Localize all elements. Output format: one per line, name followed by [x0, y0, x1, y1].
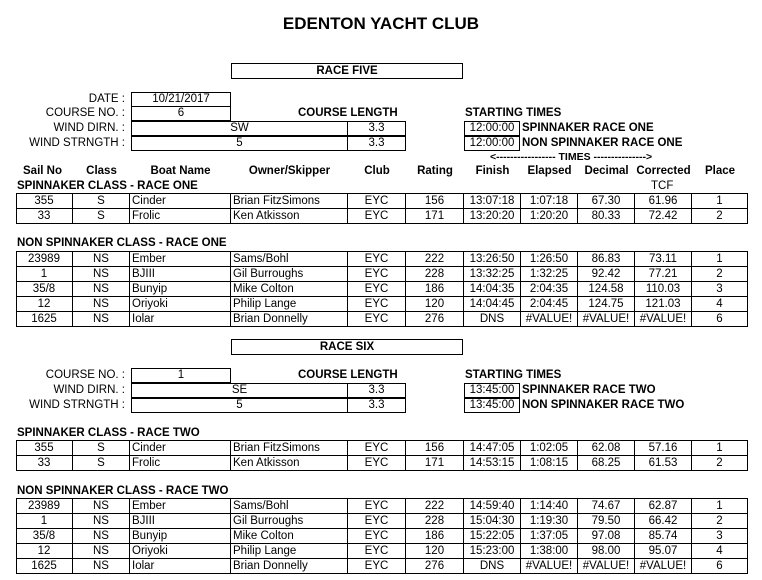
cell-elapsed: 1:20:20 — [521, 209, 578, 224]
cell-decimal: 98.00 — [578, 544, 635, 559]
cell-decimal: 67.30 — [578, 194, 635, 209]
cell-sail-no: 1 — [16, 514, 73, 529]
cell-finish: 14:47:05 — [464, 441, 521, 456]
cell-sail-no: 12 — [16, 297, 73, 312]
cell-sail-no: 35/8 — [16, 529, 73, 544]
table-row — [16, 455, 748, 471]
date-label: DATE : — [88, 93, 125, 105]
r6-starting-times-label: STARTING TIMES — [465, 369, 562, 381]
cell-rating: 276 — [406, 312, 464, 327]
table-row — [16, 193, 748, 208]
column-header-class: Class — [86, 165, 117, 177]
table-row — [16, 281, 748, 296]
start2-label: NON SPINNAKER RACE ONE — [522, 137, 683, 149]
table-row — [16, 513, 748, 528]
wind-strength-value: 5 — [131, 136, 348, 151]
cell-rating: 276 — [406, 559, 464, 574]
table-row — [16, 311, 748, 327]
cell-place: 1 — [692, 252, 748, 267]
cell-corrected: 61.53 — [635, 456, 692, 471]
cell-owner-skipper: Brian Donnelly — [231, 312, 348, 327]
cell-decimal: #VALUE! — [578, 312, 635, 327]
cell-elapsed: 1:26:50 — [521, 252, 578, 267]
table-row — [16, 498, 748, 513]
cell-finish: 14:04:35 — [464, 282, 521, 297]
course-no-value: 6 — [131, 106, 231, 121]
cell-club: EYC — [348, 456, 406, 471]
cell-corrected: #VALUE! — [635, 312, 692, 327]
cell-sail-no: 23989 — [16, 252, 73, 267]
cell-sail-no: 1625 — [16, 559, 73, 574]
r6-course-length-2: 3.3 — [347, 398, 406, 413]
cell-finish: 13:26:50 — [464, 252, 521, 267]
cell-owner-skipper: Brian Donnelly — [231, 559, 348, 574]
cell-owner-skipper: Sams/Bohl — [231, 499, 348, 514]
cell-corrected: 72.42 — [635, 209, 692, 224]
cell-club: EYC — [348, 252, 406, 267]
cell-class: NS — [73, 297, 130, 312]
cell-elapsed: 1:07:18 — [521, 194, 578, 209]
cell-owner-skipper: Brian FitzSimons — [231, 441, 348, 456]
course-length-2: 3.3 — [347, 136, 406, 151]
wind-dirn-label: WIND DIRN. : — [53, 122, 125, 134]
column-header-club: Club — [364, 165, 390, 177]
cell-class: S — [73, 441, 130, 456]
cell-class: NS — [73, 282, 130, 297]
cell-owner-skipper: Sams/Bohl — [231, 252, 348, 267]
cell-boat-name: Cinder — [130, 194, 231, 209]
cell-owner-skipper: Philip Lange — [231, 544, 348, 559]
cell-finish: 15:22:05 — [464, 529, 521, 544]
cell-rating: 156 — [406, 194, 464, 209]
cell-club: EYC — [348, 194, 406, 209]
cell-place: 6 — [692, 312, 748, 327]
course-length-label: COURSE LENGTH — [298, 107, 398, 119]
cell-decimal: 124.75 — [578, 297, 635, 312]
cell-class: NS — [73, 559, 130, 574]
table-row — [16, 440, 748, 455]
course-no-label: COURSE NO. : — [45, 107, 125, 119]
cell-rating: 228 — [406, 267, 464, 282]
cell-decimal: 92.42 — [578, 267, 635, 282]
cell-rating: 228 — [406, 514, 464, 529]
cell-place: 2 — [692, 209, 748, 224]
cell-boat-name: Bunyip — [130, 282, 231, 297]
table-row — [16, 266, 748, 281]
cell-corrected: 95.07 — [635, 544, 692, 559]
cell-club: EYC — [348, 544, 406, 559]
cell-class: S — [73, 209, 130, 224]
column-header-finish: Finish — [475, 165, 510, 177]
cell-rating: 120 — [406, 544, 464, 559]
cell-place: 4 — [692, 544, 748, 559]
cell-elapsed: #VALUE! — [521, 312, 578, 327]
cell-decimal: 124.58 — [578, 282, 635, 297]
cell-corrected: 61.96 — [635, 194, 692, 209]
cell-rating: 120 — [406, 297, 464, 312]
cell-place: 3 — [692, 529, 748, 544]
cell-club: EYC — [348, 529, 406, 544]
cell-rating: 171 — [406, 456, 464, 471]
cell-sail-no: 12 — [16, 544, 73, 559]
column-header-elapsed: Elapsed — [527, 165, 572, 177]
cell-boat-name: BJIII — [130, 514, 231, 529]
cell-finish: 13:20:20 — [464, 209, 521, 224]
cell-club: EYC — [348, 312, 406, 327]
race-six-title: RACE SIX — [231, 339, 463, 355]
r6-wind-strength-label: WIND STRNGTH : — [29, 399, 125, 411]
cell-corrected: 57.16 — [635, 441, 692, 456]
cell-owner-skipper: Ken Atkisson — [231, 456, 348, 471]
cell-sail-no: 355 — [16, 194, 73, 209]
cell-finish: 14:04:45 — [464, 297, 521, 312]
cell-finish: DNS — [464, 312, 521, 327]
times-banner: <----------------- TIMES ---------------> — [490, 151, 653, 163]
r6-wind-dirn-label: WIND DIRN. : — [53, 384, 125, 396]
club-title: EDENTON YACHT CLUB — [282, 14, 480, 33]
cell-rating: 156 — [406, 441, 464, 456]
cell-class: NS — [73, 252, 130, 267]
cell-decimal: 80.33 — [578, 209, 635, 224]
cell-decimal: #VALUE! — [578, 559, 635, 574]
cell-elapsed: 2:04:35 — [521, 282, 578, 297]
column-header-sail-no: Sail No — [23, 165, 62, 177]
cell-club: EYC — [348, 514, 406, 529]
cell-place: 1 — [692, 194, 748, 209]
cell-corrected: #VALUE! — [635, 559, 692, 574]
r6-course-no-label: COURSE NO. : — [45, 369, 125, 381]
race-two-nonspin-title: NON SPINNAKER CLASS - RACE TWO — [17, 485, 229, 497]
r6-course-length-1: 3.3 — [347, 383, 406, 398]
cell-decimal: 97.08 — [578, 529, 635, 544]
cell-rating: 171 — [406, 209, 464, 224]
r6-wind-dirn-value: SE — [131, 383, 348, 398]
cell-decimal: 62.08 — [578, 441, 635, 456]
wind-dirn-value: SW — [131, 121, 348, 136]
cell-class: S — [73, 194, 130, 209]
r6-start2-label: NON SPINNAKER RACE TWO — [522, 399, 685, 411]
table-row — [16, 208, 748, 224]
r6-course-length-label: COURSE LENGTH — [298, 369, 398, 381]
cell-place: 2 — [692, 514, 748, 529]
cell-owner-skipper: Ken Atkisson — [231, 209, 348, 224]
cell-decimal: 79.50 — [578, 514, 635, 529]
cell-elapsed: 1:14:40 — [521, 499, 578, 514]
cell-place: 4 — [692, 297, 748, 312]
cell-elapsed: #VALUE! — [521, 559, 578, 574]
cell-boat-name: Frolic — [130, 456, 231, 471]
cell-corrected: 62.87 — [635, 499, 692, 514]
cell-class: NS — [73, 544, 130, 559]
cell-finish: DNS — [464, 559, 521, 574]
cell-decimal: 86.83 — [578, 252, 635, 267]
cell-owner-skipper: Brian FitzSimons — [231, 194, 348, 209]
cell-owner-skipper: Mike Colton — [231, 282, 348, 297]
r6-start1-label: SPINNAKER RACE TWO — [522, 384, 656, 396]
table-row — [16, 528, 748, 543]
tcf-label: TCF — [651, 180, 674, 192]
start1-label: SPINNAKER RACE ONE — [522, 122, 654, 134]
race-one-nonspin-title: NON SPINNAKER CLASS - RACE ONE — [17, 237, 227, 249]
cell-boat-name: Iolar — [130, 312, 231, 327]
cell-rating: 222 — [406, 499, 464, 514]
column-header-rating: Rating — [417, 165, 453, 177]
starting-times-label: STARTING TIMES — [465, 107, 562, 119]
cell-boat-name: Oriyoki — [130, 297, 231, 312]
table-row — [16, 543, 748, 558]
cell-boat-name: Ember — [130, 499, 231, 514]
cell-elapsed: 1:08:15 — [521, 456, 578, 471]
column-header-decimal: Decimal — [584, 165, 629, 177]
date-value: 10/21/2017 — [131, 92, 231, 107]
cell-owner-skipper: Gil Burroughs — [231, 267, 348, 282]
cell-elapsed: 1:37:05 — [521, 529, 578, 544]
cell-finish: 15:04:30 — [464, 514, 521, 529]
cell-boat-name: BJIII — [130, 267, 231, 282]
race-one-spin-title: SPINNAKER CLASS - RACE ONE — [17, 180, 198, 192]
r6-start2-time: 13:45:00 — [464, 398, 520, 413]
cell-place: 6 — [692, 559, 748, 574]
cell-boat-name: Bunyip — [130, 529, 231, 544]
cell-owner-skipper: Philip Lange — [231, 297, 348, 312]
cell-sail-no: 1 — [16, 267, 73, 282]
cell-boat-name: Ember — [130, 252, 231, 267]
cell-corrected: 121.03 — [635, 297, 692, 312]
cell-class: NS — [73, 514, 130, 529]
cell-finish: 15:23:00 — [464, 544, 521, 559]
cell-elapsed: 1:32:25 — [521, 267, 578, 282]
cell-club: EYC — [348, 441, 406, 456]
cell-club: EYC — [348, 559, 406, 574]
cell-class: NS — [73, 529, 130, 544]
start2-time: 12:00:00 — [464, 136, 520, 151]
cell-sail-no: 23989 — [16, 499, 73, 514]
cell-finish: 13:07:18 — [464, 194, 521, 209]
cell-owner-skipper: Gil Burroughs — [231, 514, 348, 529]
cell-boat-name: Oriyoki — [130, 544, 231, 559]
cell-boat-name: Frolic — [130, 209, 231, 224]
cell-class: NS — [73, 499, 130, 514]
cell-boat-name: Cinder — [130, 441, 231, 456]
r6-wind-strength-value: 5 — [131, 398, 348, 413]
cell-corrected: 110.03 — [635, 282, 692, 297]
cell-club: EYC — [348, 499, 406, 514]
r6-course-no-value: 1 — [131, 368, 231, 383]
cell-sail-no: 33 — [16, 209, 73, 224]
cell-class: NS — [73, 267, 130, 282]
cell-rating: 186 — [406, 529, 464, 544]
cell-class: S — [73, 456, 130, 471]
cell-finish: 13:32:25 — [464, 267, 521, 282]
cell-place: 1 — [692, 441, 748, 456]
cell-sail-no: 355 — [16, 441, 73, 456]
cell-club: EYC — [348, 209, 406, 224]
course-length-1: 3.3 — [347, 121, 406, 136]
cell-owner-skipper: Mike Colton — [231, 529, 348, 544]
cell-corrected: 73.11 — [635, 252, 692, 267]
table-row — [16, 558, 748, 574]
cell-corrected: 66.42 — [635, 514, 692, 529]
cell-elapsed: 1:19:30 — [521, 514, 578, 529]
cell-sail-no: 1625 — [16, 312, 73, 327]
cell-club: EYC — [348, 297, 406, 312]
start1-time: 12:00:00 — [464, 121, 520, 136]
cell-club: EYC — [348, 267, 406, 282]
cell-club: EYC — [348, 282, 406, 297]
cell-decimal: 74.67 — [578, 499, 635, 514]
r6-start1-time: 13:45:00 — [464, 383, 520, 398]
wind-strength-label: WIND STRNGTH : — [29, 137, 125, 149]
cell-place: 3 — [692, 282, 748, 297]
race-two-spin-title: SPINNAKER CLASS - RACE TWO — [17, 427, 200, 439]
cell-boat-name: Iolar — [130, 559, 231, 574]
cell-elapsed: 2:04:45 — [521, 297, 578, 312]
cell-finish: 14:59:40 — [464, 499, 521, 514]
table-row — [16, 251, 748, 266]
column-header-place: Place — [704, 165, 736, 177]
cell-class: NS — [73, 312, 130, 327]
cell-corrected: 85.74 — [635, 529, 692, 544]
cell-place: 2 — [692, 267, 748, 282]
cell-decimal: 68.25 — [578, 456, 635, 471]
cell-elapsed: 1:38:00 — [521, 544, 578, 559]
column-header-corrected: Corrected — [636, 165, 691, 177]
table-row — [16, 296, 748, 311]
cell-rating: 222 — [406, 252, 464, 267]
cell-place: 1 — [692, 499, 748, 514]
cell-place: 2 — [692, 456, 748, 471]
cell-elapsed: 1:02:05 — [521, 441, 578, 456]
column-header-owner-skipper: Owner/Skipper — [248, 165, 331, 177]
cell-sail-no: 35/8 — [16, 282, 73, 297]
cell-rating: 186 — [406, 282, 464, 297]
cell-finish: 14:53:15 — [464, 456, 521, 471]
race-five-title: RACE FIVE — [231, 63, 463, 79]
cell-corrected: 77.21 — [635, 267, 692, 282]
column-header-boat-name: Boat Name — [150, 165, 211, 177]
cell-sail-no: 33 — [16, 456, 73, 471]
